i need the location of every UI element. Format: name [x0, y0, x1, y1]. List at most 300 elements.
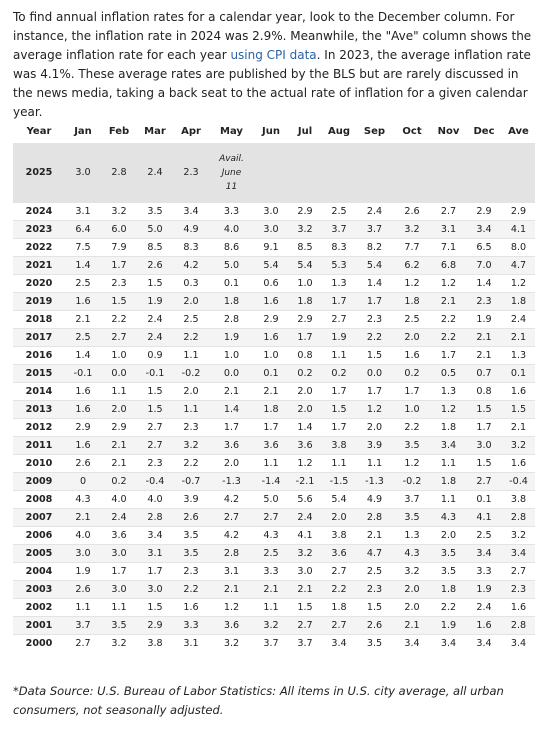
value-cell: 0 [79, 476, 87, 487]
value-cell: 1.9 [75, 566, 91, 577]
value-cell: 1.5 [510, 404, 527, 415]
year-cell: 2012 [25, 422, 53, 433]
table-row [13, 275, 535, 293]
column-header-jul: Jul [288, 121, 322, 144]
table-row [13, 617, 535, 635]
table-row [13, 401, 535, 419]
value-cell: 2.3 [183, 566, 199, 577]
value-cell: 3.5 [404, 512, 420, 523]
header-row [13, 121, 535, 144]
value-cell: 2.7 [331, 620, 347, 631]
value-cell: 3.2 [510, 530, 527, 541]
value-cell: 1.2 [510, 278, 527, 289]
value-cell: 2.4 [510, 314, 527, 325]
value-cell: 3.6 [223, 440, 240, 451]
value-cell-apr: 2.3 [183, 167, 199, 178]
value-cell: 1.2 [440, 278, 457, 289]
value-cell: 4.3 [404, 548, 420, 559]
value-cell: 1.5 [147, 386, 163, 397]
value-cell: 1.2 [223, 602, 240, 613]
year-cell: 2016 [25, 350, 53, 361]
value-cell: 2.7 [476, 476, 492, 487]
value-cell: 2.1 [297, 584, 313, 595]
year-cell: 2020 [25, 278, 53, 289]
value-cell: 1.5 [331, 404, 347, 415]
value-cell: 1.1 [366, 458, 383, 469]
year-cell: 2006 [25, 530, 53, 541]
value-cell: 1.7 [366, 296, 383, 307]
value-cell: 6.4 [75, 224, 91, 235]
value-cell: 2.5 [331, 206, 347, 217]
value-cell: -0.4 [509, 476, 528, 487]
value-cell: 2.0 [404, 332, 420, 343]
value-cell: 3.8 [331, 440, 347, 451]
value-cell: -0.7 [181, 476, 201, 487]
value-cell: 4.7 [366, 548, 383, 559]
value-cell: 2.8 [510, 512, 527, 523]
value-cell: 3.7 [297, 638, 313, 649]
value-cell: 1.3 [510, 350, 527, 361]
table-row [13, 383, 535, 401]
value-cell: 2.2 [366, 332, 383, 343]
value-cell: 2.8 [366, 512, 383, 523]
value-cell: 2.7 [440, 206, 457, 217]
value-cell: 3.6 [223, 620, 240, 631]
value-cell: 5.4 [331, 494, 347, 505]
value-cell: 0.0 [111, 368, 127, 379]
value-cell: 4.0 [223, 224, 240, 235]
value-cell: 2.7 [223, 512, 240, 523]
value-cell: -0.2 [181, 368, 201, 379]
value-cell: 1.9 [331, 332, 347, 343]
value-cell: 1.1 [331, 458, 347, 469]
value-cell: 7.7 [404, 242, 420, 253]
value-cell: 8.3 [183, 242, 199, 253]
year-cell: 2010 [25, 458, 53, 469]
table-row [13, 203, 535, 221]
value-cell: 1.6 [510, 386, 527, 397]
value-cell: 5.4 [297, 260, 313, 271]
value-cell: 0.3 [183, 278, 199, 289]
value-cell: 2.7 [297, 620, 313, 631]
value-cell: 3.0 [111, 584, 127, 595]
year-cell: 2000 [25, 638, 53, 649]
value-cell: 2.0 [366, 422, 383, 433]
value-cell: 1.8 [510, 296, 527, 307]
value-cell: 1.1 [183, 350, 199, 361]
table-row [13, 329, 535, 347]
value-cell: 3.7 [404, 494, 420, 505]
value-cell: 1.4 [75, 260, 91, 271]
table-row [13, 311, 535, 329]
table-row [13, 455, 535, 473]
value-cell: 7.9 [111, 242, 127, 253]
value-cell: 1.8 [263, 404, 279, 415]
value-cell: 1.7 [297, 332, 313, 343]
value-cell: 6.0 [111, 224, 127, 235]
value-cell: 1.0 [111, 350, 127, 361]
table-row [13, 221, 535, 239]
value-cell: 1.7 [440, 350, 457, 361]
value-cell: 0.0 [366, 368, 383, 379]
value-cell: -0.2 [402, 476, 422, 487]
value-cell: 2.6 [147, 260, 163, 271]
value-cell: 2.0 [404, 584, 420, 595]
value-cell: 1.1 [111, 386, 127, 397]
table-body [13, 144, 535, 653]
value-cell: 2.0 [297, 404, 313, 415]
value-cell: 3.3 [223, 206, 240, 217]
value-cell: 2.3 [111, 278, 127, 289]
value-cell: 2.1 [263, 584, 279, 595]
column-header-jun: Jun [254, 121, 288, 144]
value-cell: 2.5 [263, 548, 279, 559]
value-cell: 2.2 [404, 422, 420, 433]
value-cell: 4.2 [223, 530, 240, 541]
value-cell: 1.1 [440, 458, 457, 469]
value-cell: 2.4 [111, 512, 127, 523]
table-row [13, 491, 535, 509]
table-row [13, 545, 535, 563]
value-cell: 2.0 [111, 404, 127, 415]
value-cell: 2.1 [366, 530, 383, 541]
value-cell: 4.1 [297, 530, 313, 541]
value-cell: 3.5 [147, 206, 163, 217]
value-cell: 2.8 [223, 548, 240, 559]
intro-paragraph [13, 8, 535, 122]
value-cell: 5.6 [297, 494, 313, 505]
value-cell: 1.5 [111, 296, 127, 307]
value-cell: 2.2 [183, 332, 199, 343]
data-source-note: *Data Source: U.S. Bureau of Labor Statistics: All items in U.S. city average, all urban consumers, not seasonally adjusted. [13, 684, 504, 717]
value-cell: 0.0 [223, 368, 240, 379]
table-row [13, 509, 535, 527]
value-cell: 2.0 [223, 458, 240, 469]
value-cell: 1.1 [331, 350, 347, 361]
value-cell: 3.9 [183, 494, 199, 505]
value-cell: 3.9 [366, 440, 383, 451]
value-cell: 1.5 [366, 602, 383, 613]
value-cell: 4.9 [366, 494, 383, 505]
value-cell: 3.0 [147, 584, 163, 595]
table-row [13, 599, 535, 617]
value-cell-feb: 2.8 [111, 167, 127, 178]
table-row [13, 365, 535, 383]
table-row [13, 563, 535, 581]
value-cell: 3.4 [476, 548, 492, 559]
value-cell: 1.6 [510, 458, 527, 469]
value-cell: 3.0 [476, 440, 492, 451]
value-cell: 2.7 [147, 422, 163, 433]
value-cell: 3.4 [331, 638, 347, 649]
value-cell: 1.6 [263, 296, 279, 307]
value-cell: 1.0 [404, 404, 420, 415]
value-cell: 2.8 [510, 620, 527, 631]
value-cell: 7.0 [476, 260, 492, 271]
column-header-ave: Ave [502, 121, 535, 144]
value-cell: 6.2 [404, 260, 420, 271]
value-cell: 1.6 [476, 620, 492, 631]
value-cell: 3.4 [476, 638, 492, 649]
year-cell: 2025 [25, 167, 53, 178]
value-cell: 2.6 [366, 620, 383, 631]
value-cell: 2.6 [183, 512, 199, 523]
value-cell: 2.1 [404, 620, 420, 631]
value-cell: 3.2 [297, 548, 313, 559]
value-cell: 1.4 [223, 404, 240, 415]
value-cell: 2.3 [366, 314, 383, 325]
value-cell: 1.1 [440, 494, 457, 505]
value-cell: 3.7 [366, 224, 383, 235]
value-cell: 2.1 [263, 386, 279, 397]
value-cell-mar: 2.4 [147, 167, 163, 178]
year-cell: 2002 [25, 602, 53, 613]
value-cell: 2.1 [223, 386, 240, 397]
table-row [13, 293, 535, 311]
value-cell: 2.8 [147, 512, 163, 523]
value-cell: 1.8 [440, 476, 457, 487]
value-cell: 1.0 [223, 350, 240, 361]
empty-cell [254, 144, 288, 203]
value-cell: 2.1 [476, 350, 492, 361]
table-row [13, 635, 535, 653]
value-cell: 0.1 [263, 368, 279, 379]
value-cell: 1.1 [111, 602, 127, 613]
value-cell: 1.7 [111, 260, 127, 271]
value-cell: 1.2 [366, 404, 383, 415]
value-cell: 1.9 [476, 314, 492, 325]
column-header-oct: Oct [393, 121, 431, 144]
value-cell: 1.9 [440, 620, 457, 631]
value-cell: 1.9 [223, 332, 240, 343]
value-cell: 1.6 [75, 296, 91, 307]
value-cell: 2.1 [111, 440, 127, 451]
value-cell: 1.5 [476, 404, 492, 415]
value-cell: 2.3 [510, 584, 527, 595]
value-cell: 4.2 [183, 260, 199, 271]
value-cell: 0.1 [223, 278, 240, 289]
value-cell: 1.2 [404, 278, 420, 289]
value-cell: 9.1 [263, 242, 279, 253]
year-cell: 2021 [25, 260, 53, 271]
year-cell: 2022 [25, 242, 53, 253]
value-cell: 4.3 [440, 512, 457, 523]
value-cell: 4.1 [476, 512, 492, 523]
value-cell: 1.4 [476, 278, 492, 289]
value-cell: 3.1 [440, 224, 457, 235]
value-cell: 2.1 [510, 422, 527, 433]
value-cell: 1.3 [404, 530, 420, 541]
value-cell: 3.2 [111, 638, 127, 649]
value-cell: 2.7 [263, 512, 279, 523]
value-cell: 2.1 [440, 296, 457, 307]
column-header-sep: Sep [356, 121, 393, 144]
value-cell: -2.1 [295, 476, 315, 487]
value-cell: 2.7 [331, 314, 347, 325]
value-cell: 3.2 [223, 638, 240, 649]
value-cell: 4.1 [510, 224, 527, 235]
value-cell: 1.5 [476, 458, 492, 469]
value-cell: -0.4 [145, 476, 165, 487]
value-cell: 1.7 [147, 566, 163, 577]
year-cell: 2024 [25, 206, 53, 217]
inflation-table [13, 121, 535, 652]
value-cell: 4.7 [510, 260, 527, 271]
year-cell: 2017 [25, 332, 53, 343]
value-cell: 2.0 [404, 602, 420, 613]
value-cell: 1.5 [147, 602, 163, 613]
value-cell: 2.6 [404, 206, 420, 217]
value-cell: 2.6 [75, 458, 91, 469]
value-cell: 3.4 [183, 206, 199, 217]
value-cell: 2.1 [75, 512, 91, 523]
value-cell: 2.7 [111, 332, 127, 343]
value-cell: 3.1 [183, 638, 199, 649]
value-cell: 1.6 [263, 332, 279, 343]
value-cell: 1.5 [366, 350, 383, 361]
value-cell: 1.6 [183, 602, 199, 613]
value-cell: 6.8 [440, 260, 457, 271]
value-cell: 2.4 [366, 206, 383, 217]
value-cell: 3.5 [366, 638, 383, 649]
value-cell: 1.8 [297, 296, 313, 307]
value-cell: 5.3 [331, 260, 347, 271]
avail-line-2: June [221, 168, 242, 178]
value-cell: 2.3 [476, 296, 492, 307]
value-cell: 2.2 [183, 458, 199, 469]
value-cell: 2.1 [223, 584, 240, 595]
value-cell: 1.3 [331, 278, 347, 289]
value-cell: 2.2 [183, 584, 199, 595]
year-cell: 2004 [25, 566, 53, 577]
value-cell: 1.7 [331, 386, 347, 397]
value-cell: 3.6 [263, 440, 279, 451]
value-cell: 5.0 [223, 260, 240, 271]
value-cell: 1.9 [476, 584, 492, 595]
value-cell: 2.9 [510, 206, 527, 217]
value-cell: 2.9 [111, 422, 127, 433]
value-cell: 2.2 [331, 584, 347, 595]
value-cell: 2.3 [183, 422, 199, 433]
value-cell: 8.3 [331, 242, 347, 253]
value-cell: 1.7 [476, 422, 492, 433]
value-cell: 2.2 [111, 314, 127, 325]
value-cell: 1.7 [404, 386, 420, 397]
empty-cell [288, 144, 322, 203]
table-row [13, 347, 535, 365]
value-cell: 3.4 [404, 638, 420, 649]
value-cell: 1.2 [297, 458, 313, 469]
value-cell: 0.6 [263, 278, 279, 289]
table-row [13, 527, 535, 545]
value-cell: 5.0 [263, 494, 279, 505]
value-cell: 4.0 [111, 494, 127, 505]
value-cell: 7.1 [440, 242, 457, 253]
value-cell: 1.9 [147, 296, 163, 307]
value-cell: 1.7 [223, 422, 240, 433]
value-cell: 3.0 [263, 206, 279, 217]
value-cell: 3.2 [297, 224, 313, 235]
value-cell: 3.4 [476, 224, 492, 235]
value-cell: 3.4 [510, 548, 527, 559]
value-cell: 3.1 [75, 206, 91, 217]
table-row-2025 [13, 144, 535, 203]
value-cell: 1.6 [75, 440, 91, 451]
value-cell: 2.0 [440, 530, 457, 541]
value-cell: 0.8 [476, 386, 492, 397]
value-cell: 4.3 [263, 530, 279, 541]
value-cell: 3.2 [183, 440, 199, 451]
year-cell: 2013 [25, 404, 53, 415]
value-cell: 2.5 [366, 566, 383, 577]
value-cell: 2.9 [297, 314, 313, 325]
year-cell: 2003 [25, 584, 53, 595]
value-cell: 2.5 [404, 314, 420, 325]
year-cell: 2018 [25, 314, 53, 325]
table-row [13, 257, 535, 275]
value-cell: 3.6 [111, 530, 127, 541]
value-cell: 8.0 [510, 242, 527, 253]
value-cell: 3.1 [147, 548, 163, 559]
value-cell: 3.7 [75, 620, 91, 631]
cpi-data-link[interactable]: using CPI data [230, 48, 317, 62]
value-cell: 3.3 [263, 566, 279, 577]
value-cell: -1.5 [329, 476, 349, 487]
value-cell: 3.7 [263, 638, 279, 649]
value-cell: 3.5 [183, 530, 199, 541]
value-cell: 1.6 [404, 350, 420, 361]
value-cell: 3.4 [147, 530, 163, 541]
value-cell: 3.2 [404, 566, 420, 577]
year-cell: 2019 [25, 296, 53, 307]
value-cell: 2.1 [510, 332, 527, 343]
value-cell: 1.7 [263, 422, 279, 433]
value-cell: 4.2 [223, 494, 240, 505]
year-cell: 2009 [25, 476, 53, 487]
value-cell: 1.2 [404, 458, 420, 469]
value-cell: 1.8 [223, 296, 240, 307]
column-header-dec: Dec [466, 121, 502, 144]
value-cell: 3.2 [263, 620, 279, 631]
year-cell: 2015 [25, 368, 53, 379]
value-cell: 1.6 [75, 404, 91, 415]
value-cell: 2.4 [297, 512, 313, 523]
value-cell: 1.8 [331, 602, 347, 613]
year-cell: 2011 [25, 440, 53, 451]
value-cell: -0.1 [145, 368, 165, 379]
value-cell: 3.3 [476, 566, 492, 577]
column-header-may: May [209, 121, 254, 144]
value-cell: 2.4 [476, 602, 492, 613]
value-cell: 3.8 [147, 638, 163, 649]
value-cell: 3.2 [510, 440, 527, 451]
year-cell: 2007 [25, 512, 53, 523]
value-cell: 2.0 [331, 512, 347, 523]
value-cell: 2.1 [111, 458, 127, 469]
value-cell: 3.6 [297, 440, 313, 451]
value-cell: 2.5 [476, 530, 492, 541]
year-cell: 2005 [25, 548, 53, 559]
value-cell: 5.4 [366, 260, 383, 271]
value-cell: 4.0 [75, 530, 91, 541]
value-cell: 1.8 [440, 422, 457, 433]
value-cell: 3.0 [263, 224, 279, 235]
value-cell: 0.5 [440, 368, 457, 379]
value-cell: 2.0 [183, 386, 199, 397]
value-cell: 0.9 [147, 350, 163, 361]
value-cell: 3.1 [223, 566, 240, 577]
column-header-mar: Mar [137, 121, 173, 144]
